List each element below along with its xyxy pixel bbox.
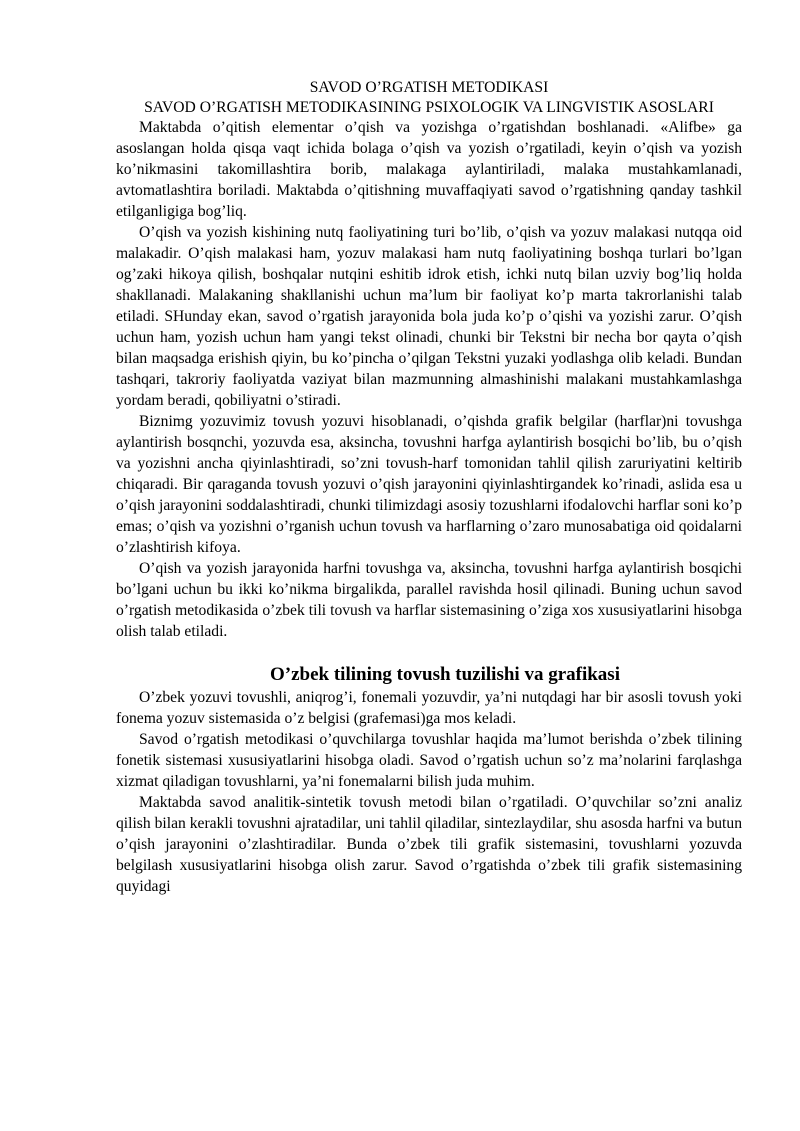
document-subtitle: SAVOD O’RGATISH METODIKASINING PSIXOLOGIK VA LINGVISTIK ASOSLARI [144,98,714,116]
body-section-1 [116,117,742,642]
body-section-2 [116,687,742,897]
paragraph: Savod o’rgatish metodikasi o’quvchilarga tovushlar haqida ma’lumot berishda o’zbek tilining fonetik sistemasi xususiyatlarini hisobga oladi. Savod o’rgatish uchun so’z ma’nolarini farqlashga xizmat qiladigan tovushlarni, ya’ni fonemalarni bilish juda muhim. [116,731,742,790]
paragraph: Maktabda o’qitish elementar o’qish va yozishga o’rgatishdan boshlanadi. «Alifbe» ga asoslangan holda qisqa vaqt ichida bolaga o’qish va yozish o’rgatiladi, keyin o’qish va yozish ko’nikmasini takomillashtira borib, malakaga aylantiriladi, malaka mustahkamlanadi, avtomatlashtira boriladi. Maktabda o’qitishning muvaffaqiyati savod o’rgatishning qanday tashkil etilganligiga bog’liq. [116,119,742,220]
paragraph: Biznimg yozuvimiz tovush yozuvi hisoblanadi, o’qishda grafik belgilar (harflar)ni tovushga aylantirish bosqnchi, yozuvda esa, aksincha, tovushni harfga aylantirish bosqichi bo’lib, bu o’qish va yozishni ancha qiyinlashtiradi, so’zni tovush-harf tomonidan tahlil qilish zaruriyatini keltirib chiqaradi. Bir qaraganda tovush yozuvi o’qish jarayonini qiyinlashtirgandek ko’rinadi, aslida esa u o’qish jarayonini soddalashtiradi, chunki tilimizdagi asosiy tozushlarni ifodalovchi harflar soni ko’p emas; o’qish va yozishni o’rganish uchun tovush va harflarning o’zaro munosabatiga oid qoidalarni o’zlashtirish kifoya. [116,413,742,556]
paragraph: O’qish va yozish kishining nutq faoliyatining turi bo’lib, o’qish va yozuv malakasi nutqqa oid malakadir. O’qish malakasi ham, yozuv malakasi ham nutq faoliyatining boshqa turlari bo’lgan og’zaki hikoya qilish, boshqalar nutqini eshitib idrok etish, ichki nutq bilan uzviy bog’liq holda shakllanadi. Malakaning shakllanishi uchun ma’lum bir faoliyat ko’p marta takrorlanishi talab etiladi. SHunday ekan, savod o’rgatish jarayonida bola juda ko’p o’qishi va yozishi zarur. O’qish uchun ham, yozish uchun ham yangi tekst olinadi, chunki bir Tekstni bir necha bor qayta o’qish bilan maqsadga erishish qiyin, bu ko’pincha o’qilgan Tekstni yuzaki yodlashga olib keladi. Bundan tashqari, takroriy faoliyatda vaziyat bilan mazmunning almashinishi malakani mustahkamlashga yordam beradi, qobiliyatni o’stiradi. [116,224,742,409]
paragraph: O’qish va yozish jarayonida harfni tovushga va, aksincha, tovushni harfga aylantirish bosqichi bo’lgani uchun bu ikki ko’nikma birgalikda, parallel ravishda hosil qilinadi. Buning uchun savod o’rgatish metodikasida o’zbek tili tovush va harflar sistemasining o’ziga xos xususiyatlarini hisobga olish talab etiladi. [116,560,742,640]
document-page [116,78,742,897]
paragraph: O’zbek yozuvi tovushli, aniqrog’i, fonemali yozuvdir, ya’ni nutqdagi har bir asosli tovush yoki fonema yozuv sistemasida o’z belgisi (grafemasi)ga mos keladi. [116,689,742,727]
document-title: SAVOD O’RGATISH METODIKASI [309,79,549,96]
paragraph: Maktabda savod analitik-sintetik tovush metodi bilan o’rgatiladi. O’quvchilar so’zni analiz qilish bilan kerakli tovushni ajratadilar, uni tahlil qiladilar, sintezlaydilar, shu asosda harfni va butun o’qish jarayonini o’zlashtiradilar. Bunda o’zbek tili grafik sistemasini, tovushlarni yozuvda belgilash xususiyatlarini hisobga olish zarur. Savod o’rgatishda o’zbek tili grafik sistemasining quyidagi [116,794,742,895]
section-heading: O’zbek tilining tovush tuzilishi va grafikasi [270,664,620,685]
